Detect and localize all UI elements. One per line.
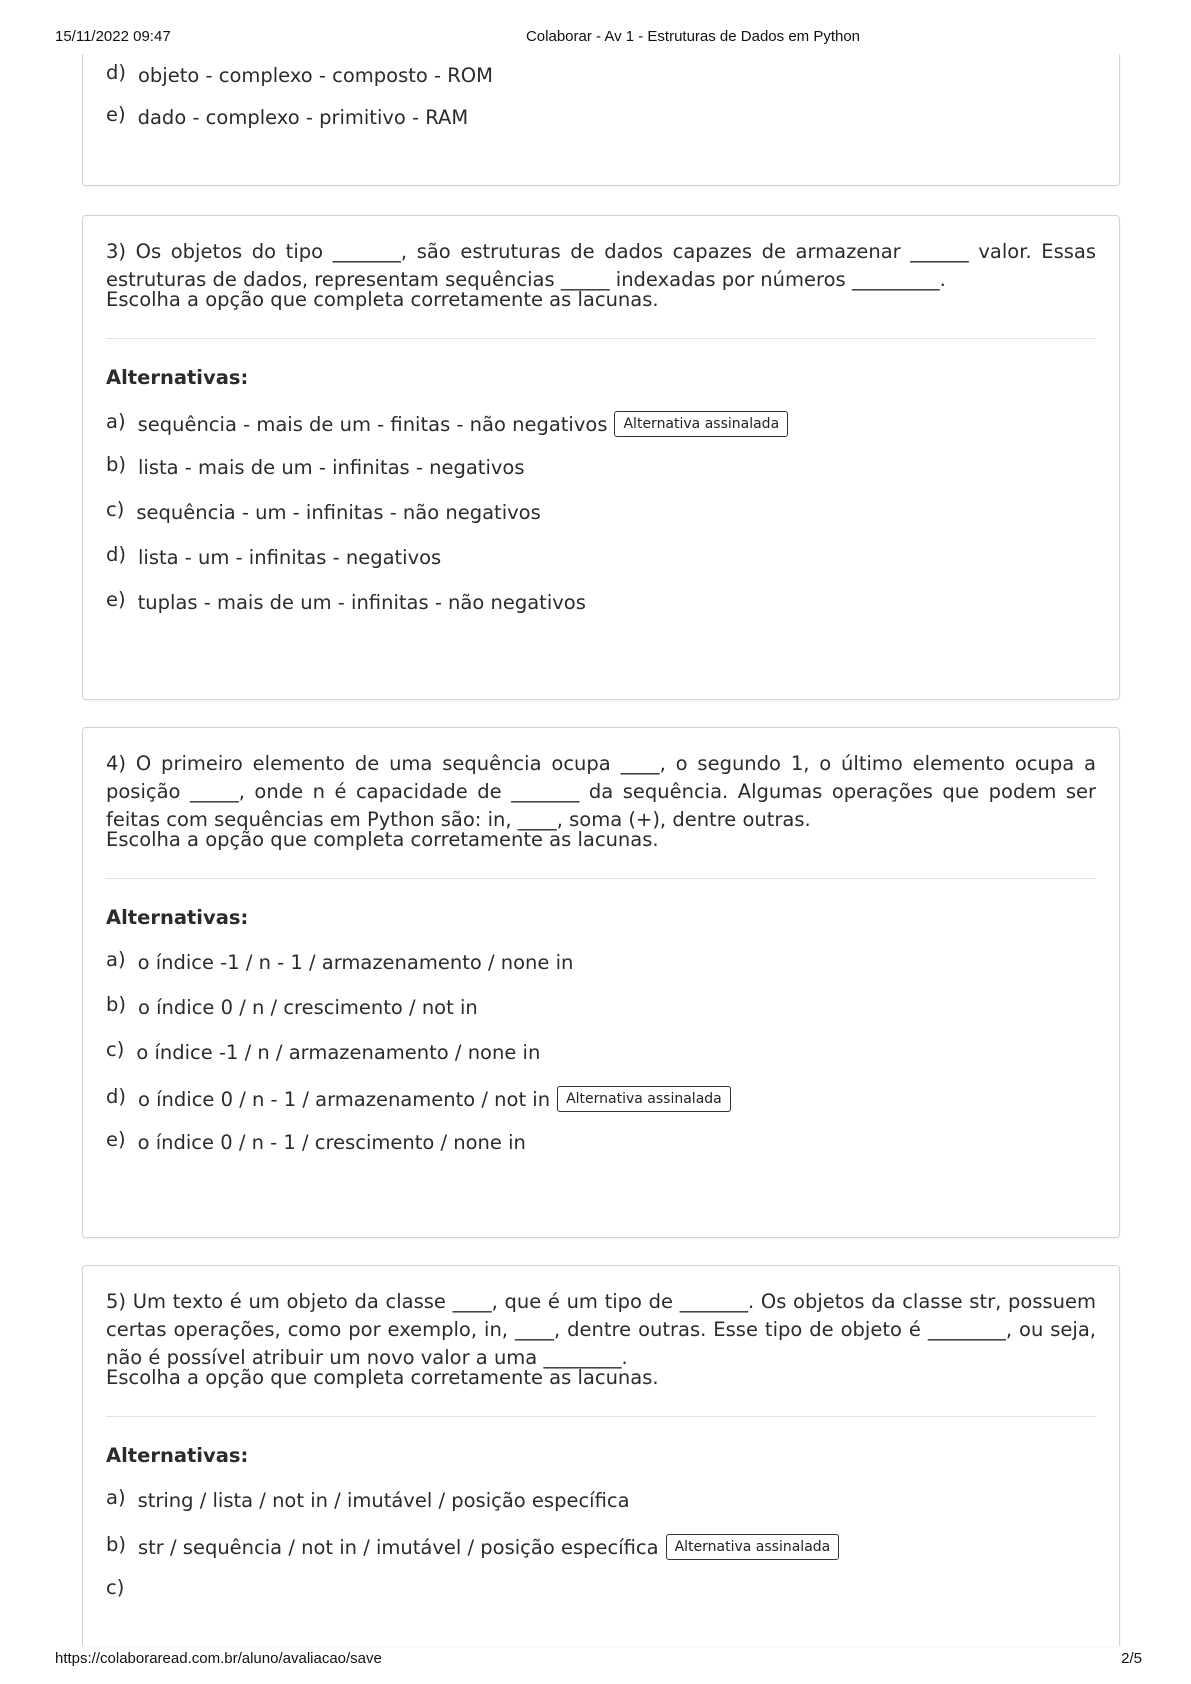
question-instruction: Escolha a opção que completa corretamente as lacunas. bbox=[106, 288, 659, 311]
page-title: Colaborar - Av 1 - Estruturas de Dados em Python bbox=[525, 28, 861, 45]
alternatives-heading: Alternativas: bbox=[106, 366, 249, 389]
selected-badge: Alternativa assinalada bbox=[666, 1534, 840, 1560]
option-a[interactable] bbox=[106, 948, 574, 974]
option-letter: d) bbox=[106, 1084, 126, 1108]
option-text: dado - complexo - primitivo - RAM bbox=[137, 106, 469, 129]
page-url: https://colaboraread.com.br/aluno/avaliacao/save bbox=[55, 1650, 382, 1667]
alternatives-heading: Alternativas: bbox=[106, 1444, 249, 1467]
selected-badge: Alternativa assinalada bbox=[557, 1086, 731, 1112]
option-e[interactable] bbox=[106, 103, 469, 129]
question-card-3 bbox=[82, 215, 1120, 700]
option-text: string / lista / not in / imutável / posição específica bbox=[137, 1489, 630, 1512]
option-letter: c) bbox=[106, 498, 125, 521]
option-letter: d) bbox=[106, 61, 126, 84]
option-text: o índice 0 / n - 1 / armazenamento / not in bbox=[138, 1087, 551, 1111]
option-letter: a) bbox=[106, 1486, 126, 1509]
question-card-2 bbox=[82, 54, 1120, 186]
option-b[interactable] bbox=[106, 453, 525, 479]
option-text: objeto - complexo - composto - ROM bbox=[138, 64, 493, 87]
option-letter: e) bbox=[106, 1128, 126, 1151]
option-text: sequência - mais de um - finitas - não negativos bbox=[137, 412, 608, 436]
option-text: o índice 0 / n / crescimento / not in bbox=[138, 996, 478, 1019]
option-c[interactable] bbox=[106, 1038, 541, 1064]
option-e[interactable] bbox=[106, 588, 586, 614]
option-b[interactable] bbox=[106, 1534, 839, 1560]
option-c[interactable] bbox=[106, 498, 541, 524]
option-text: o índice -1 / n - 1 / armazenamento / none in bbox=[137, 951, 574, 974]
option-d[interactable] bbox=[106, 61, 493, 87]
question-card-5 bbox=[82, 1265, 1120, 1646]
alternatives-heading: Alternativas: bbox=[106, 906, 249, 929]
option-d[interactable] bbox=[106, 543, 442, 569]
question-card-4 bbox=[82, 727, 1120, 1238]
question-instruction: Escolha a opção que completa corretamente as lacunas. bbox=[106, 828, 659, 851]
option-a[interactable] bbox=[106, 411, 788, 437]
question-text: 4) O primeiro elemento de uma sequência ocupa ____, o segundo 1, o último elemento ocupa a posição _____, onde n é capacidade de _______ da sequência. Algumas operações que podem ser feitas com sequências em Python são: in, ____, soma (+), dentre outras. bbox=[106, 752, 1096, 831]
option-letter: e) bbox=[106, 103, 126, 126]
question-text: 5) Um texto é um objeto da classe ____, que é um tipo de _______. Os objetos da classe str, possuem certas operações, como por exemplo, in, ____, dentre outras. Esse tipo de objeto é ________, ou seja, não é possível atribuir um novo valor a uma ________. bbox=[106, 1290, 1096, 1369]
divider bbox=[106, 338, 1096, 339]
option-letter: d) bbox=[106, 543, 126, 566]
print-date: 15/11/2022 09:47 bbox=[55, 28, 171, 45]
option-e[interactable] bbox=[106, 1128, 526, 1154]
option-text: str / sequência / not in / imutável / posição específica bbox=[138, 1535, 659, 1559]
option-d[interactable] bbox=[106, 1086, 731, 1112]
option-letter: a) bbox=[106, 409, 126, 433]
divider bbox=[106, 878, 1096, 879]
option-a[interactable] bbox=[106, 1486, 630, 1512]
question-instruction: Escolha a opção que completa corretamente as lacunas. bbox=[106, 1366, 659, 1389]
option-letter: b) bbox=[106, 993, 126, 1016]
option-letter: b) bbox=[106, 1532, 126, 1556]
option-text: lista - um - infinitas - negativos bbox=[138, 546, 442, 569]
option-text: o índice -1 / n / armazenamento / none in bbox=[136, 1041, 541, 1064]
selected-badge: Alternativa assinalada bbox=[614, 411, 788, 437]
option-letter: c) bbox=[106, 1576, 125, 1599]
option-c[interactable] bbox=[106, 1576, 136, 1602]
option-text: o índice 0 / n - 1 / crescimento / none in bbox=[137, 1131, 526, 1154]
option-letter: b) bbox=[106, 453, 126, 476]
option-text: tuplas - mais de um - infinitas - não negativos bbox=[137, 591, 586, 614]
option-b[interactable] bbox=[106, 993, 478, 1019]
option-letter: e) bbox=[106, 588, 126, 611]
option-letter: a) bbox=[106, 948, 126, 971]
option-letter: c) bbox=[106, 1038, 125, 1061]
question-text: 3) Os objetos do tipo _______, são estruturas de dados capazes de armazenar ______ valor. Essas estruturas de dados, representam sequências _____ indexadas por números _________. bbox=[106, 240, 1096, 291]
divider bbox=[106, 1416, 1096, 1417]
page-number: 2/5 bbox=[1121, 1650, 1142, 1667]
option-text: lista - mais de um - infinitas - negativos bbox=[138, 456, 525, 479]
option-text: sequência - um - infinitas - não negativos bbox=[136, 501, 541, 524]
